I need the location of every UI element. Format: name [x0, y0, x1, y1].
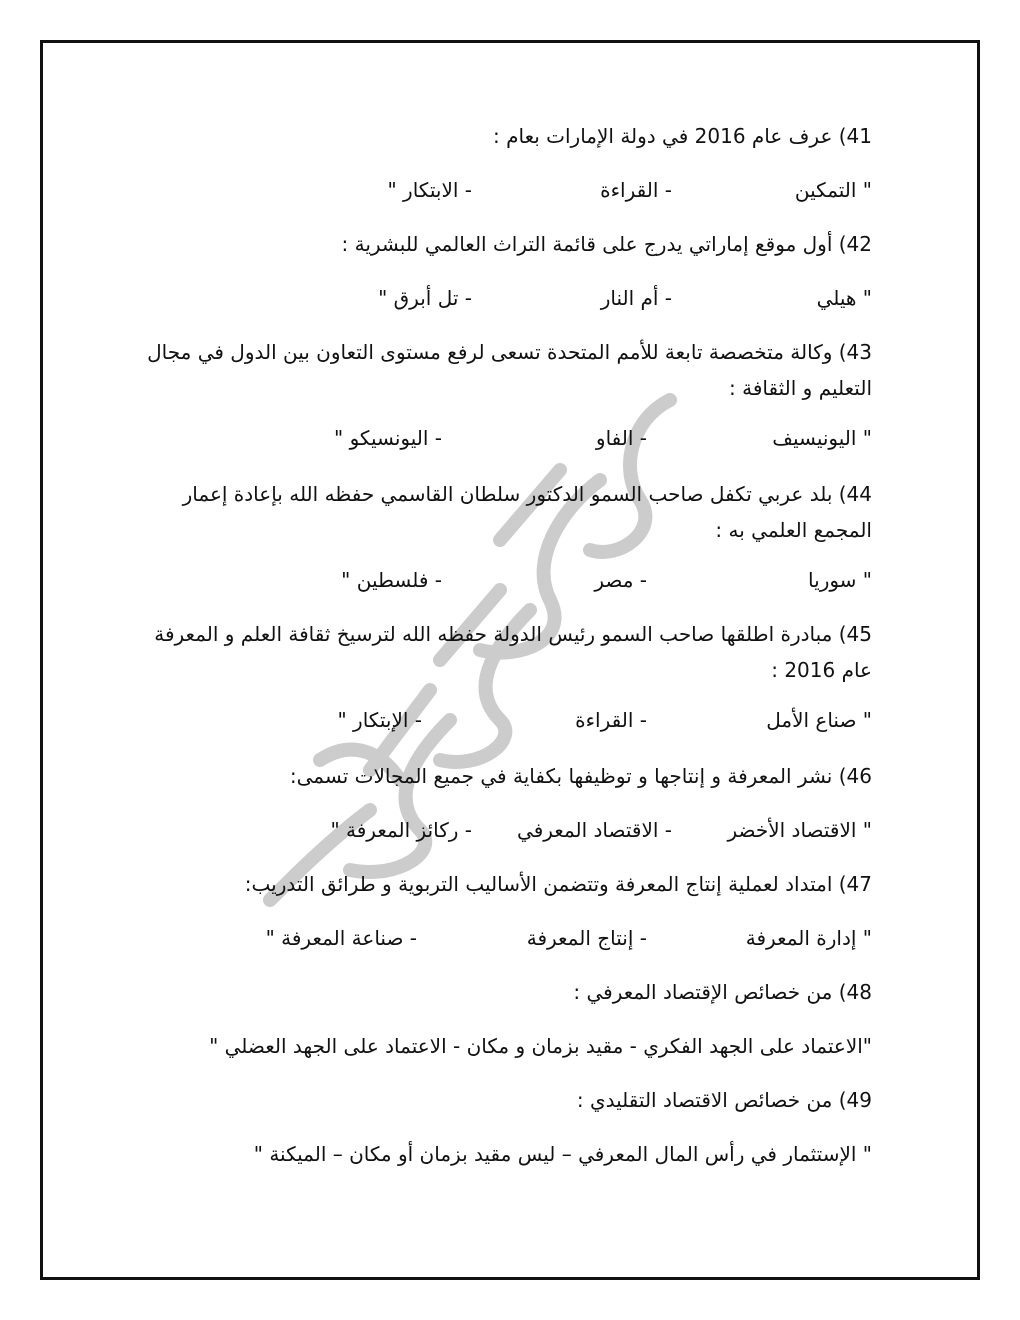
question-49: 49) من خصائص الاقتصاد التقليدي : [576, 1088, 872, 1112]
option-c: - فلسطين " [341, 568, 442, 592]
option-a: " هيلي [816, 286, 872, 310]
options-47 [132, 920, 872, 956]
option-c: - ركائز المعرفة " [330, 818, 472, 842]
option-a: " سوريا [808, 568, 872, 592]
option-a: " اليونيسيف [772, 426, 872, 450]
options-41 [132, 172, 872, 208]
question-43: 43) وكالة متخصصة تابعة للأمم المتحدة تسعى لرفع مستوى التعاون بين الدول في مجال التعليم و الثقافة : [147, 340, 872, 400]
option-a: " التمكين [794, 178, 872, 202]
question-45: 45) مبادرة اطلقها صاحب السمو رئيس الدولة حفظه الله لترسيخ ثقافة العلم و المعرفة عام 2016 : [154, 622, 872, 682]
question-42: 42) أول موقع إماراتي يدرج على قائمة التراث العالمي للبشرية : [341, 232, 872, 256]
option-c: - الإبتكار " [337, 708, 422, 732]
option-b: - الفاو [595, 426, 647, 450]
answer-48: "الاعتماد على الجهد الفكري - مقيد بزمان و مكان - الاعتماد على الجهد العضلي " [209, 1034, 872, 1058]
question-46: 46) نشر المعرفة و إنتاجها و توظيفها بكفاية في جميع المجالات تسمى: [289, 764, 872, 788]
option-b: - أم النار [600, 286, 672, 310]
options-45 [132, 702, 872, 738]
option-c: - صناعة المعرفة " [265, 926, 417, 950]
options-46 [132, 812, 872, 848]
question-48: 48) من خصائص الإقتصاد المعرفي : [573, 980, 872, 1004]
option-b: - القراءة [575, 708, 647, 732]
option-b: - مصر [594, 568, 647, 592]
option-b: - إنتاج المعرفة [526, 926, 647, 950]
option-a: " صناع الأمل [766, 708, 872, 732]
options-44 [132, 562, 872, 598]
options-42 [132, 280, 872, 316]
option-c: - الابتكار " [387, 178, 472, 202]
option-c: - تل أبرق " [378, 286, 472, 310]
question-41: 41) عرف عام 2016 في دولة الإمارات بعام : [493, 124, 872, 148]
option-a: " إدارة المعرفة [745, 926, 872, 950]
option-a: " الاقتصاد الأخضر [727, 818, 872, 842]
question-44: 44) بلد عربي تكفل صاحب السمو الدكتور سلطان القاسمي حفظه الله بإعادة إعمار المجمع العلمي به : [182, 482, 872, 542]
question-47: 47) امتداد لعملية إنتاج المعرفة وتتضمن الأساليب التربوية و طرائق التدريب: [244, 872, 872, 896]
option-b: - الاقتصاد المعرفي [517, 818, 672, 842]
answer-49: " الإستثمار في رأس المال المعرفي – ليس مقيد بزمان أو مكان – الميكنة " [253, 1142, 872, 1166]
options-43 [132, 420, 872, 456]
option-b: - القراءة [600, 178, 672, 202]
option-c: - اليونسيكو " [334, 426, 442, 450]
